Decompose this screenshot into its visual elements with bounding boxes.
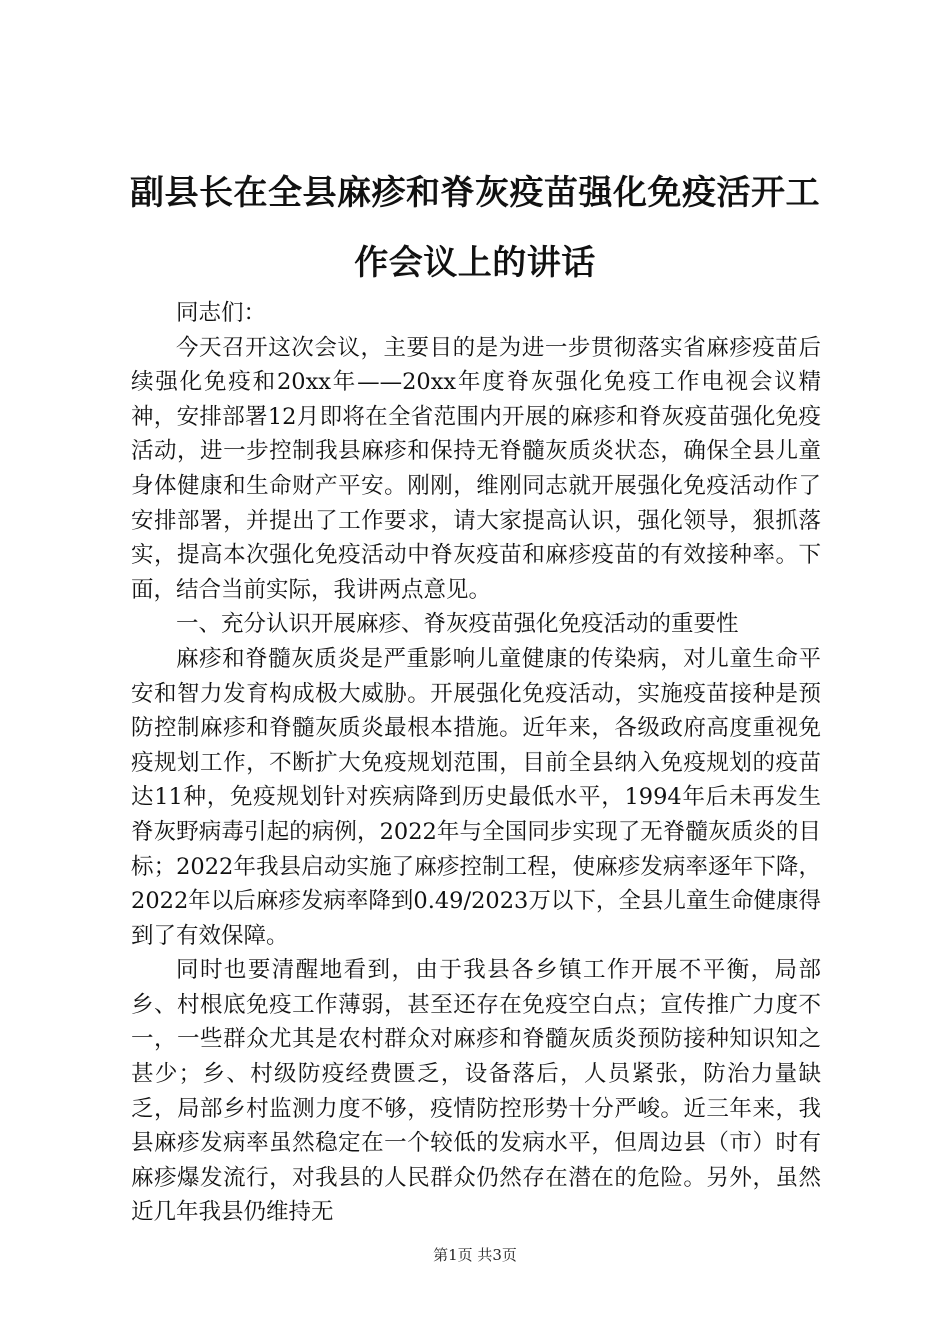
document-body: [131, 296, 821, 1230]
page-title: 副县长在全县麻疹和脊灰疫苗强化免疫活开工作会议上的讲话: [130, 173, 820, 283]
greeting-paragraph: 同志们：: [176, 300, 267, 326]
page-number-footer: 第1页 共3页: [433, 1246, 517, 1264]
intro-paragraph: 今天召开这次会议，主要目的是为进一步贯彻落实省麻疹疫苗后续强化免疫和20xx年——20xx年度脊灰强化免疫工作电视会议精神，安排部署12月即将在全省范围内开展的麻疹和脊灰疫苗强化免疫活动，进一步控制我县麻疹和保持无脊髓灰质炎状态，确保全县儿童身体健康和生命财产平安。刚刚，维刚同志就开展强化免疫活动作了安排部署，并提出了工作要求，请大家提高认识，强化领导，狠抓落实，提高本次强化免疫活动中脊灰疫苗和麻疹疫苗的有效接种率。下面，结合当前实际，我讲两点意见。: [131, 334, 821, 603]
section-heading: 一、充分认识开展麻疹、脊灰疫苗强化免疫活动的重要性: [176, 611, 739, 638]
body-paragraph: 麻疹和脊髓灰质炎是严重影响儿童健康的传染病，对儿童生命平安和智力发育构成极大威胁。开展强化免疫活动，实施疫苗接种是预防控制麻疹和脊髓灰质炎最根本措施。近年来，各级政府高度重视免疫规划工作，不断扩大免疫规划范围，目前全县纳入免疫规划的疫苗达11种，免疫规划针对疾病降到历史最低水平，1994年后未再发生脊灰野病毒引起的病例，2022年与全国同步实现了无脊髓灰质炎的目标；2022年我县启动实施了麻疹控制工程，使麻疹发病率逐年下降，2022年以后麻疹发病率降到0.49/2023万以下，全县儿童生命健康得到了有效保障。: [131, 645, 821, 949]
body-paragraph: 同时也要清醒地看到，由于我县各乡镇工作开展不平衡，局部乡、村根底免疫工作薄弱，甚至还存在免疫空白点；宣传推广力度不一，一些群众尤其是农村群众对麻疹和脊髓灰质炎预防接种知识知之甚少；乡、村级防疫经费匮乏，设备落后，人员紧张，防治力量缺乏，局部乡村监测力度不够，疫情防控形势十分严峻。近三年来，我县麻疹发病率虽然稳定在一个较低的发病水平，但周边县（市）时有麻疹爆发流行，对我县的人民群众仍然存在潜在的危险。另外，虽然近几年我县仍维持无: [131, 957, 821, 1226]
